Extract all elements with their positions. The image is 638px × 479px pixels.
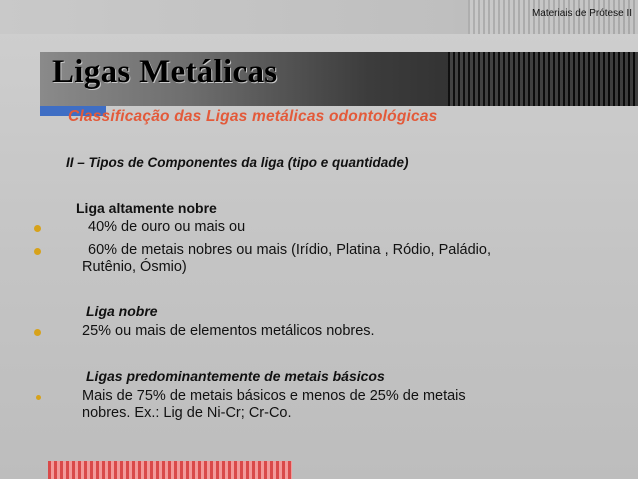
group-title-highly-noble: Liga altamente nobre — [76, 200, 217, 216]
red-striped-bar-decoration — [48, 461, 292, 479]
course-label: Materiais de Prótese II — [531, 8, 632, 19]
bullet-dot-icon — [34, 329, 41, 336]
bullet-dot-icon — [34, 225, 41, 232]
slide-title: Ligas Metálicas — [52, 54, 278, 90]
section-heading: II – Tipos de Componentes da liga (tipo e quantidade) — [66, 155, 409, 170]
list-item: 40% de ouro ou mais ou — [88, 219, 246, 235]
slide-subtitle: Classificação das Ligas metálicas odontológicas — [68, 108, 438, 125]
list-item-continuation: nobres. Ex.: Lig de Ni-Cr; Cr-Co. — [82, 405, 292, 421]
list-item: 60% de metais nobres ou mais (Irídio, Platina , Ródio, Paládio, — [88, 242, 491, 258]
group-title-base-metals: Ligas predominantemente de metais básicos — [86, 368, 385, 384]
title-stripes-decoration — [448, 52, 638, 106]
list-item-continuation: Rutênio, Ósmio) — [82, 259, 187, 275]
list-item: Mais de 75% de metais básicos e menos de 25% de metais — [82, 388, 466, 404]
bullet-dot-icon — [34, 248, 41, 255]
bullet-dot-icon — [36, 395, 41, 400]
list-item: 25% ou mais de elementos metálicos nobres. — [82, 323, 375, 339]
group-title-noble: Liga nobre — [86, 303, 158, 319]
